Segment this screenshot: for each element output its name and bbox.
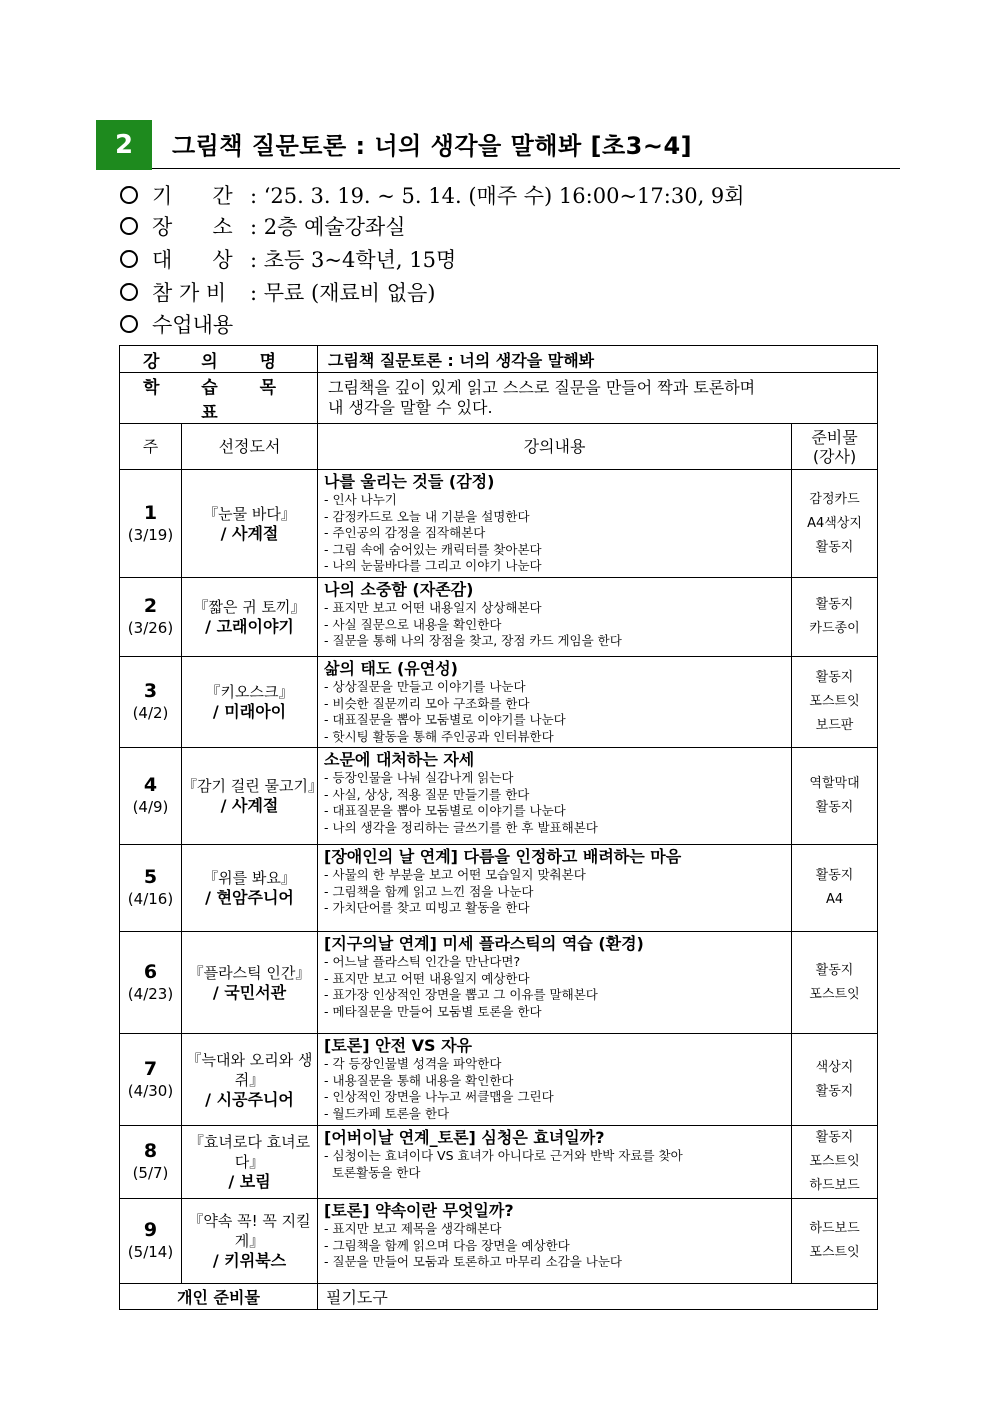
book-publisher: / 고래이야기 <box>205 617 294 636</box>
info-item <box>120 180 745 210</box>
content-item: - 어느날 플라스틱 인간을 만난다면? <box>324 954 521 969</box>
week-row <box>120 1199 878 1284</box>
material-item: 활동지 <box>815 962 854 978</box>
material-item: 보드판 <box>815 718 854 733</box>
info-value: : ‘25. 3. 19. ~ 5. 14. (매주 수) 16:00~17:30, 9회 <box>250 184 745 208</box>
book-cell <box>182 932 318 1034</box>
course-table <box>119 345 878 1310</box>
book-cell <box>182 657 318 748</box>
week-date: (4/16) <box>127 890 174 908</box>
content-item: - 감정카드로 오늘 내 기분을 설명한다 <box>324 508 530 524</box>
circle-bullet-icon <box>120 186 138 204</box>
content-title: [지구의날 연계] 미세 플라스틱의 역습 (환경) <box>324 934 644 953</box>
week-date: (3/19) <box>127 525 174 544</box>
content-cell <box>318 470 792 578</box>
content-cell <box>318 845 792 932</box>
week-cell <box>120 657 182 748</box>
content-item: - 그림책을 함께 읽으며 다음 장면을 예상한다 <box>324 1237 570 1253</box>
week-number: 5 <box>143 866 158 888</box>
week-row <box>120 1034 878 1126</box>
content-item: 토론활동을 한다 <box>324 1164 421 1180</box>
section-number: 2 <box>96 120 152 170</box>
week-date: (5/14) <box>127 1243 174 1261</box>
material-item: 활동지 <box>815 868 854 883</box>
material-item: 하드보드 <box>809 1221 860 1236</box>
content-item: - 상상질문을 만들고 이야기를 나눈다 <box>324 679 526 694</box>
circle-bullet-icon <box>120 217 138 235</box>
content-cell <box>318 578 792 657</box>
info-value: : 무료 (재료비 없음) <box>250 281 436 305</box>
week-date: (4/30) <box>127 1081 174 1100</box>
col-material-header <box>792 424 878 470</box>
week-number: 1 <box>143 501 158 524</box>
content-title: 소문에 대처하는 자세 <box>324 750 475 769</box>
book-publisher: / 시공주니어 <box>205 1089 294 1109</box>
col-content-header: 강의내용 <box>318 424 792 470</box>
content-item: - 그림책을 함께 읽고 느낀 점을 나눈다 <box>324 883 534 899</box>
week-date: (4/2) <box>132 704 169 722</box>
content-title: 나를 울리는 것들 (감정) <box>324 472 495 491</box>
book-title: 『짧은 귀 토끼』 <box>193 598 306 616</box>
week-cell <box>120 748 182 845</box>
info-item <box>120 309 250 339</box>
material-item: 활동지 <box>815 670 854 685</box>
material-item: 역할막대 <box>809 776 860 791</box>
content-item: - 그림 속에 숨어있는 캐릭터를 찾아본다 <box>324 541 542 557</box>
content-title: [토론] 안전 VS 자유 <box>324 1036 472 1055</box>
content-cell <box>318 1199 792 1284</box>
week-date: (4/23) <box>127 984 174 1003</box>
material-item: A4색상지 <box>807 515 862 531</box>
material-item: 활동지 <box>815 1083 854 1099</box>
book-publisher: / 키위북스 <box>212 1251 287 1270</box>
content-title: 삶의 태도 (유연성) <box>324 659 458 678</box>
week-row <box>120 748 878 845</box>
info-label: 기 간 <box>152 184 233 208</box>
content-item: - 나의 생각을 정리하는 글쓰기를 한 후 발표해본다 <box>324 819 598 835</box>
week-cell <box>120 1199 182 1284</box>
book-title: 『약속 꼭! 꼭 지킬게』 <box>188 1212 311 1250</box>
week-cell <box>120 932 182 1034</box>
material-item: 포스트잇 <box>809 986 860 1002</box>
content-cell <box>318 657 792 748</box>
content-item: - 등장인물을 나눠 실감나게 읽는다 <box>324 770 514 785</box>
week-row <box>120 578 878 657</box>
book-title: 『효녀로다 효녀로다』 <box>188 1133 311 1171</box>
content-cell <box>318 748 792 845</box>
section-title: 그림책 질문토론 : 너의 생각을 말해봐 [초3~4] <box>172 132 693 160</box>
content-item: - 비슷한 질문끼리 모아 구조화를 한다 <box>324 695 530 711</box>
content-item: - 표지만 보고 어떤 내용일지 예상한다 <box>324 970 530 986</box>
material-cell <box>792 1199 878 1284</box>
info-label: 참 가 비 <box>152 281 227 305</box>
content-item: - 사실 질문으로 내용을 확인한다 <box>324 616 502 632</box>
content-title: [장애인의 날 연계] 다름을 인정하고 배려하는 마음 <box>324 847 682 866</box>
week-row <box>120 845 878 932</box>
info-item <box>120 277 436 307</box>
book-cell <box>182 845 318 932</box>
content-item: - 질문을 만들어 모둠과 토론하고 마무리 소감을 나눈다 <box>324 1254 622 1269</box>
material-item: 하드보드 <box>809 1178 860 1193</box>
week-row <box>120 1126 878 1199</box>
book-cell <box>182 578 318 657</box>
content-item: - 내용질문을 통해 내용을 확인한다 <box>324 1072 514 1088</box>
material-item: 카드종이 <box>809 621 860 636</box>
goal-label: 학 습 목 표 <box>120 373 318 424</box>
info-label: 수업내용 <box>152 313 234 337</box>
material-cell <box>792 657 878 748</box>
circle-bullet-icon <box>120 315 138 333</box>
book-title: 『플라스틱 인간』 <box>188 963 311 982</box>
book-title: 『눈물 바다』 <box>203 504 296 523</box>
week-row <box>120 657 878 748</box>
week-number: 9 <box>143 1219 158 1241</box>
book-publisher: / 국민서관 <box>212 982 287 1002</box>
book-title: 『위를 봐요』 <box>203 869 296 887</box>
content-title: [토론] 약속이란 무엇일까? <box>324 1201 514 1220</box>
material-item: 포스트잇 <box>809 1154 860 1169</box>
info-value: : 2층 예술강좌실 <box>250 215 406 239</box>
week-number: 2 <box>143 595 158 617</box>
book-publisher: / 미래아이 <box>212 702 287 721</box>
week-number: 3 <box>143 680 158 702</box>
content-item: - 메타질문을 만들어 모둠별 토론을 한다 <box>324 1003 542 1019</box>
book-publisher: / 보림 <box>228 1172 271 1191</box>
col-week-header: 주 <box>120 424 182 470</box>
week-rows <box>120 470 878 1284</box>
content-cell <box>318 1126 792 1199</box>
book-title: 『늑대와 오리와 생쥐』 <box>186 1050 313 1089</box>
goal-line: 내 생각을 말할 수 있다. <box>328 398 493 417</box>
week-date: (5/7) <box>132 1164 169 1182</box>
content-item: - 질문을 통해 나의 장점을 찾고, 장점 카드 게임을 한다 <box>324 633 622 648</box>
week-row <box>120 470 878 578</box>
content-item: - 인사 나누기 <box>324 492 397 507</box>
content-cell <box>318 932 792 1034</box>
course-name: 그림책 질문토론 : 너의 생각을 말해봐 <box>318 346 878 373</box>
course-label: 강 의 명 <box>120 346 318 373</box>
material-item: 활동지 <box>815 1130 854 1145</box>
circle-bullet-icon <box>120 283 138 301</box>
content-item: - 인상적인 장면을 나누고 써클맵을 그린다 <box>324 1089 554 1104</box>
book-publisher: / 사계절 <box>220 523 279 543</box>
book-publisher: / 사계절 <box>220 796 279 815</box>
material-cell <box>792 470 878 578</box>
circle-bullet-icon <box>120 250 138 268</box>
content-item: - 월드카페 토론을 한다 <box>324 1105 450 1121</box>
content-item: - 심청이는 효녀이다 VS 효녀가 아니다로 근거와 반박 자료를 찾아 <box>324 1148 683 1163</box>
book-cell <box>182 470 318 578</box>
week-cell <box>120 1034 182 1126</box>
material-cell <box>792 845 878 932</box>
material-item: 활동지 <box>815 800 854 815</box>
book-title: 『감기 걸린 물고기』 <box>182 777 323 795</box>
material-item: 활동지 <box>815 597 854 612</box>
content-title: [어버이날 연계_토론] 심청은 효녀일까? <box>324 1128 605 1147</box>
info-label: 장 소 <box>152 215 233 239</box>
week-number: 6 <box>143 960 158 983</box>
content-item: - 사실, 상상, 적용 질문 만들기를 한다 <box>324 786 530 802</box>
content-item: - 핫시팅 활동을 통해 주인공과 인터뷰한다 <box>324 728 554 744</box>
week-number: 4 <box>143 774 158 796</box>
book-title: 『키오스크』 <box>205 683 294 701</box>
material-cell <box>792 748 878 845</box>
content-title: 나의 소중함 (자존감) <box>324 580 474 599</box>
personal-label: 개인 준비물 <box>120 1284 318 1310</box>
content-item: - 표지만 보고 제목을 생각해본다 <box>324 1221 502 1236</box>
content-item: - 표가장 인상적인 장면을 뽑고 그 이유를 말해본다 <box>324 987 598 1002</box>
content-item: - 가치단어를 찾고 띠빙고 활동을 한다 <box>324 900 530 915</box>
book-cell <box>182 1126 318 1199</box>
book-publisher: / 현암주니어 <box>205 888 294 907</box>
material-cell <box>792 932 878 1034</box>
content-item: - 표지만 보고 어떤 내용일지 상상해본다 <box>324 600 542 615</box>
col-material-line: (강사) <box>812 446 857 466</box>
material-item: 색상지 <box>815 1059 854 1075</box>
info-item <box>120 211 406 241</box>
week-cell <box>120 470 182 578</box>
week-row <box>120 932 878 1034</box>
week-cell <box>120 578 182 657</box>
week-cell <box>120 1126 182 1199</box>
col-material-line: 준비물 <box>811 427 858 447</box>
content-item: - 나의 눈물바다를 그리고 이야기 나눈다 <box>324 558 542 573</box>
content-item: - 사물의 한 부분을 보고 어떤 모습일지 맞춰본다 <box>324 867 586 882</box>
content-item: - 대표질문을 뽑아 모둠별로 이야기를 나눈다 <box>324 803 566 818</box>
book-cell <box>182 1199 318 1284</box>
material-cell <box>792 578 878 657</box>
section-header <box>96 120 900 172</box>
material-cell <box>792 1034 878 1126</box>
personal-value: 필기도구 <box>318 1284 878 1310</box>
content-item: - 각 등장인물별 성격을 파악한다 <box>324 1056 502 1071</box>
week-cell <box>120 845 182 932</box>
week-number: 8 <box>143 1140 158 1162</box>
material-item: A4 <box>825 892 844 907</box>
material-item: 활동지 <box>815 539 854 555</box>
book-cell <box>182 1034 318 1126</box>
material-item: 포스트잇 <box>809 694 860 709</box>
book-cell <box>182 748 323 845</box>
content-cell <box>318 1034 792 1126</box>
material-item: 포스트잇 <box>809 1245 860 1260</box>
info-item <box>120 244 456 274</box>
content-item: - 대표질문을 뽑아 모둠별로 이야기를 나눈다 <box>324 712 566 727</box>
content-item: - 주인공의 감정을 짐작해본다 <box>324 525 486 540</box>
week-date: (3/26) <box>127 619 174 637</box>
goal-line: 그림책을 깊이 있게 읽고 스스로 질문을 만들어 짝과 토론하며 <box>328 378 756 397</box>
week-date: (4/9) <box>132 798 169 816</box>
week-number: 7 <box>143 1057 158 1080</box>
material-cell <box>792 1126 878 1199</box>
col-book-header: 선정도서 <box>182 424 318 470</box>
goal-text <box>318 373 878 424</box>
info-value: : 초등 3~4학년, 15명 <box>250 248 457 272</box>
header-divider <box>152 168 900 169</box>
material-item: 감정카드 <box>809 491 860 507</box>
info-label: 대 상 <box>152 248 233 272</box>
